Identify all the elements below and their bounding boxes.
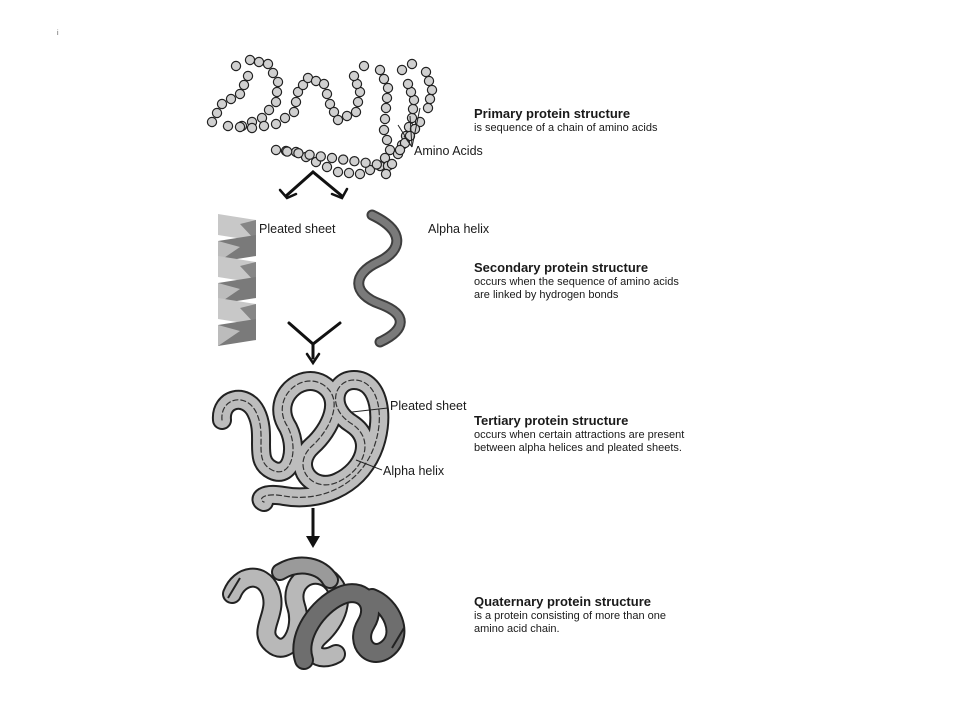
amino-acid-bead: [268, 68, 277, 77]
tertiary-pleated-sheet-label: Pleated sheet: [390, 399, 467, 413]
tertiary-line-2: between alpha helices and pleated sheets.: [474, 441, 682, 454]
secondary-line-2: are linked by hydrogen bonds: [474, 288, 619, 301]
alpha-helix-graphic: [359, 215, 401, 342]
tertiary-description: [474, 414, 774, 454]
quaternary-line-1: is a protein consisting of more than one: [474, 609, 667, 622]
amino-acid-bead: [235, 89, 244, 98]
amino-acid-bead: [421, 67, 430, 76]
amino-acid-bead: [381, 169, 390, 178]
alpha-helix-label: Alpha helix: [428, 222, 490, 236]
amino-acid-bead: [327, 153, 336, 162]
amino-acid-bead: [375, 65, 384, 74]
corner-mark: i: [57, 30, 59, 37]
amino-acid-bead: [305, 150, 314, 159]
amino-acid-bead: [380, 114, 389, 123]
amino-acid-bead: [427, 85, 436, 94]
amino-acid-bead: [387, 159, 396, 168]
amino-acid-bead: [423, 103, 432, 112]
amino-acid-bead: [359, 61, 368, 70]
amino-acid-bead: [289, 107, 298, 116]
amino-acid-bead: [217, 99, 226, 108]
amino-acid-bead: [212, 108, 221, 117]
down-arrow: [306, 508, 320, 548]
amino-acid-bead: [381, 103, 390, 112]
quaternary-description: [474, 595, 774, 635]
amino-acid-bead: [271, 119, 280, 128]
amino-acid-bead: [207, 117, 216, 126]
tertiary-fold-graphic: [222, 380, 388, 502]
amino-acid-bead: [382, 93, 391, 102]
primary-line-1: is sequence of a chain of amino acids: [474, 121, 658, 134]
amino-acids-label: Amino Acids: [414, 144, 483, 158]
amino-acid-bead: [254, 57, 263, 66]
amino-acid-bead: [271, 97, 280, 106]
amino-acid-bead: [263, 59, 272, 68]
amino-acid-bead: [383, 83, 392, 92]
amino-acid-bead: [397, 65, 406, 74]
amino-acid-bead: [272, 87, 281, 96]
tertiary-alpha-helix-label: Alpha helix: [383, 464, 445, 478]
amino-acid-bead: [316, 152, 325, 161]
pleated-sheet-label: Pleated sheet: [259, 222, 336, 236]
amino-acid-bead: [283, 147, 292, 156]
amino-acid-bead: [231, 61, 240, 70]
amino-acid-bead: [379, 125, 388, 134]
amino-acid-bead: [403, 79, 412, 88]
amino-acid-bead: [408, 104, 417, 113]
amino-acid-bead: [271, 145, 280, 154]
amino-acid-bead: [350, 157, 359, 166]
amino-acid-bead: [382, 135, 391, 144]
amino-acid-bead: [379, 74, 388, 83]
amino-acid-bead: [273, 77, 282, 86]
amino-acid-bead: [424, 76, 433, 85]
amino-acid-bead: [243, 71, 252, 80]
tertiary-title: Tertiary protein structure: [474, 413, 629, 428]
secondary-line-1: occurs when the sequence of amino acids: [474, 275, 679, 288]
quaternary-title: Quaternary protein structure: [474, 594, 651, 609]
amino-acid-bead: [395, 145, 404, 154]
amino-acid-bead: [226, 94, 235, 103]
amino-acid-bead: [264, 105, 273, 114]
amino-acid-bead: [339, 155, 348, 164]
amino-acid-bead: [245, 55, 254, 64]
quaternary-fold-graphic: [228, 566, 404, 660]
quaternary-line-2: amino acid chain.: [474, 622, 560, 635]
amino-acid-bead: [247, 123, 256, 132]
amino-acid-bead: [342, 111, 351, 120]
amino-acid-bead: [294, 149, 303, 158]
amino-acid-bead: [223, 121, 232, 130]
amino-acid-bead: [372, 160, 381, 169]
amino-acid-bead: [239, 80, 248, 89]
tertiary-line-1: occurs when certain attractions are present: [474, 428, 685, 441]
amino-acid-bead: [344, 168, 353, 177]
amino-acid-bead: [259, 121, 268, 130]
amino-acid-bead: [349, 71, 358, 80]
pleated-sheet-graphic: [218, 214, 256, 346]
amino-acid-bead: [319, 79, 328, 88]
amino-acid-bead: [322, 89, 331, 98]
secondary-description: [474, 261, 774, 301]
amino-acid-bead: [353, 97, 362, 106]
amino-acid-bead: [333, 167, 342, 176]
merge-arrow: [289, 323, 340, 363]
amino-acid-bead: [355, 169, 364, 178]
amino-acid-chain: [207, 55, 436, 178]
amino-acid-bead: [361, 158, 370, 167]
amino-acid-bead: [425, 94, 434, 103]
primary-description: [474, 107, 774, 135]
secondary-title: Secondary protein structure: [474, 260, 649, 275]
amino-acid-bead: [322, 162, 331, 171]
amino-acid-bead: [235, 122, 244, 131]
primary-title: Primary protein structure: [474, 106, 631, 121]
amino-acid-bead: [333, 115, 342, 124]
amino-acid-bead: [351, 107, 360, 116]
amino-acid-bead: [280, 113, 289, 122]
amino-acid-bead: [291, 97, 300, 106]
amino-acid-bead: [407, 59, 416, 68]
